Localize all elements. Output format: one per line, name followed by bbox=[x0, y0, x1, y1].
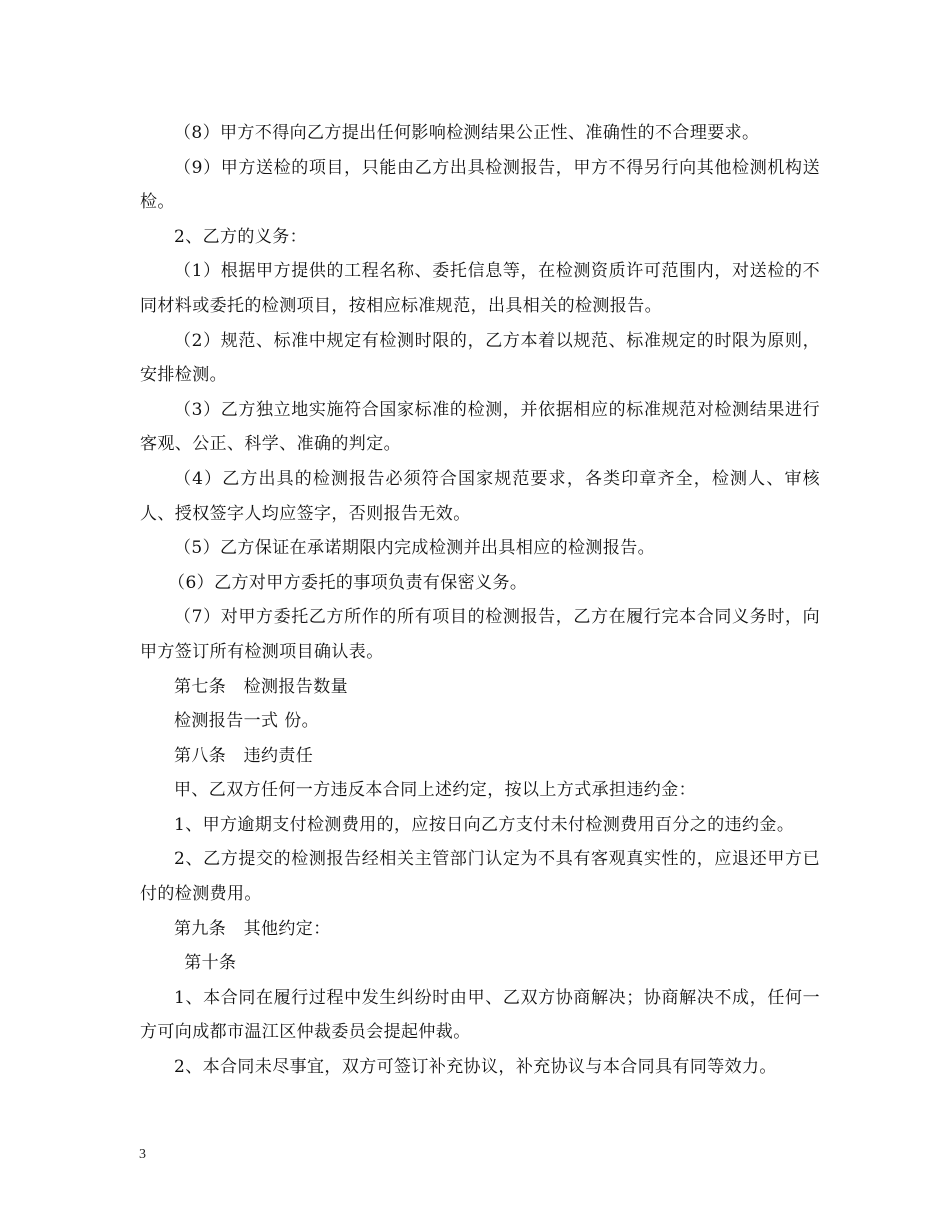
article-heading: 第七条 检测报告数量 bbox=[174, 676, 348, 697]
clause-paragraph: （8）甲方不得向乙方提出任何影响检测结果公正性、准确性的不合理要求。 bbox=[174, 123, 760, 143]
clause-paragraph: （1）根据甲方提供的工程名称、委托信息等，在检测资质许可范围内，对送检的不同材料或委托的检测项目，按相应标准规范，出具相关的检测报告。 bbox=[140, 261, 820, 316]
clause-paragraph: 1、本合同在履行过程中发生纠纷时由甲、乙双方协商解决；协商解决不成，任何一方可向成都市温江区仲裁委员会提起仲裁。 bbox=[140, 987, 820, 1043]
clause-paragraph: （5）乙方保证在承诺期限内完成检测并出具相应的检测报告。 bbox=[174, 538, 656, 559]
clause-paragraph: （6）乙方对甲方委托的事项负责有保密义务。 bbox=[168, 572, 528, 593]
section-heading: 2、乙方的义务： bbox=[174, 226, 308, 247]
clause-paragraph: 2、本合同未尽事宜，双方可签订补充协议，补充协议与本合同具有同等效力。 bbox=[174, 1057, 777, 1078]
clause-paragraph: （9）甲方送检的项目，只能由乙方出具检测报告，甲方不得另行向其他检测机构送检。 bbox=[140, 157, 820, 213]
clause-paragraph: 1、甲方逾期支付检测费用的，应按日向乙方支付未付检测费用百分之的违约金。 bbox=[174, 814, 795, 835]
clause-paragraph: （2）规范、标准中规定有检测时限的，乙方本着以规范、标准规定的时限为原则，安排检测。 bbox=[140, 330, 820, 386]
clause-paragraph: 2、乙方提交的检测报告经相关主管部门认定为不具有客观真实性的，应退还甲方已付的检测费用。 bbox=[140, 849, 820, 905]
clause-paragraph: （4）乙方出具的检测报告必须符合国家规范要求，各类印章齐全，检测人、审核人、授权签字人均应签字，否则报告无效。 bbox=[140, 468, 820, 524]
page-number: 3 bbox=[139, 1147, 146, 1162]
article-heading: 第十条 bbox=[184, 953, 237, 974]
clause-paragraph: 检测报告一式 份。 bbox=[174, 711, 320, 732]
article-heading: 第九条 其他约定： bbox=[174, 918, 331, 939]
document-body bbox=[140, 116, 820, 1085]
clause-paragraph: 甲、乙双方任何一方违反本合同上述约定，按以上方式承担违约金： bbox=[174, 780, 696, 801]
clause-paragraph: （3）乙方独立地实施符合国家标准的检测，并依据相应的标准规范对检测结果进行客观、公正、科学、准确的判定。 bbox=[140, 399, 820, 455]
article-heading: 第八条 违约责任 bbox=[174, 745, 314, 766]
clause-paragraph: （7）对甲方委托乙方所作的所有项目的检测报告，乙方在履行完本合同义务时，向甲方签订所有检测项目确认表。 bbox=[140, 607, 820, 662]
